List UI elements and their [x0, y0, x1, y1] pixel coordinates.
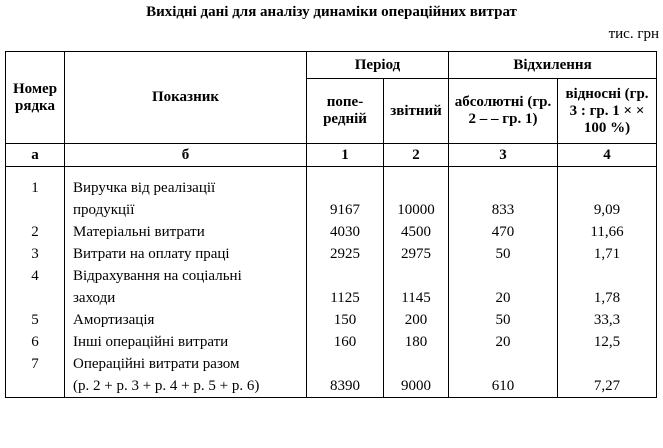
row-number: 6	[6, 331, 65, 353]
row-label-line: продукції	[73, 202, 135, 218]
value-reporting: 1145	[384, 265, 449, 309]
table-row	[6, 353, 657, 398]
row-label-line: Виручка від реалізації	[73, 180, 216, 196]
row-label-line: Амортизація	[73, 312, 155, 328]
table-row	[6, 177, 657, 221]
column-index-1: 1	[307, 144, 384, 167]
row-number: 3	[6, 243, 65, 265]
value-reporting: 2975	[384, 243, 449, 265]
row-label	[65, 331, 307, 353]
table-row	[6, 243, 657, 265]
row-label	[65, 221, 307, 243]
value-previous: 9167	[307, 177, 384, 221]
row-label-line: (р. 2 + р. 3 + р. 4 + р. 5 + р. 6)	[73, 378, 260, 394]
column-index-2: 2	[384, 144, 449, 167]
value-relative: 7,27	[558, 353, 657, 398]
row-label-line: заходи	[73, 290, 116, 306]
value-previous: 8390	[307, 353, 384, 398]
value-previous: 4030	[307, 221, 384, 243]
header-reporting: звітний	[384, 79, 449, 144]
value-absolute: 20	[449, 331, 558, 353]
value-relative: 1,78	[558, 265, 657, 309]
header-row-number: Номер рядка	[6, 52, 65, 144]
value-previous: 1125	[307, 265, 384, 309]
value-absolute: 610	[449, 353, 558, 398]
column-index-b: б	[65, 144, 307, 167]
value-reporting: 180	[384, 331, 449, 353]
row-number: 4	[6, 265, 65, 309]
value-absolute: 833	[449, 177, 558, 221]
table-row	[6, 221, 657, 243]
table-row	[6, 331, 657, 353]
value-reporting: 200	[384, 309, 449, 331]
row-number: 2	[6, 221, 65, 243]
row-number: 1	[6, 177, 65, 221]
row-label-line: Матеріальні витрати	[73, 224, 205, 240]
table-row	[6, 265, 657, 309]
value-reporting: 10000	[384, 177, 449, 221]
data-table	[5, 51, 657, 398]
unit-label: тис. грн	[608, 26, 659, 42]
value-relative: 33,3	[558, 309, 657, 331]
table-body	[6, 167, 657, 398]
row-label-line: Відрахування на соціальні	[73, 268, 242, 284]
value-relative: 11,66	[558, 221, 657, 243]
row-number: 7	[6, 353, 65, 398]
header-previous: попе-редній	[307, 79, 384, 144]
value-reporting: 4500	[384, 221, 449, 243]
row-label-line: Операційні витрати разом	[73, 356, 240, 372]
value-relative: 9,09	[558, 177, 657, 221]
row-label	[65, 309, 307, 331]
row-label	[65, 265, 307, 309]
row-label	[65, 353, 307, 398]
value-reporting: 9000	[384, 353, 449, 398]
header-indicator: Показник	[65, 52, 307, 144]
value-absolute: 50	[449, 243, 558, 265]
header-deviation: Відхилення	[449, 52, 657, 79]
value-absolute: 20	[449, 265, 558, 309]
row-label	[65, 243, 307, 265]
header-absolute: абсолютні (гр. 2 – – гр. 1)	[449, 79, 558, 144]
value-previous: 150	[307, 309, 384, 331]
header-relative: відносні (гр. 3 : гр. 1 × × 100 %)	[558, 79, 657, 144]
row-label-line: Витрати на оплату праці	[73, 246, 230, 262]
column-index-4: 4	[558, 144, 657, 167]
value-absolute: 470	[449, 221, 558, 243]
document-title: Вихідні дані для аналізу динаміки операційних витрат	[146, 4, 517, 20]
value-previous: 160	[307, 331, 384, 353]
value-absolute: 50	[449, 309, 558, 331]
value-relative: 1,71	[558, 243, 657, 265]
row-number: 5	[6, 309, 65, 331]
value-relative: 12,5	[558, 331, 657, 353]
column-index-3: 3	[449, 144, 558, 167]
column-index-a: а	[6, 144, 65, 167]
value-previous: 2925	[307, 243, 384, 265]
table-row	[6, 309, 657, 331]
row-label	[65, 177, 307, 221]
header-period: Період	[307, 52, 449, 79]
row-label-line: Інші операційні витрати	[73, 334, 229, 350]
